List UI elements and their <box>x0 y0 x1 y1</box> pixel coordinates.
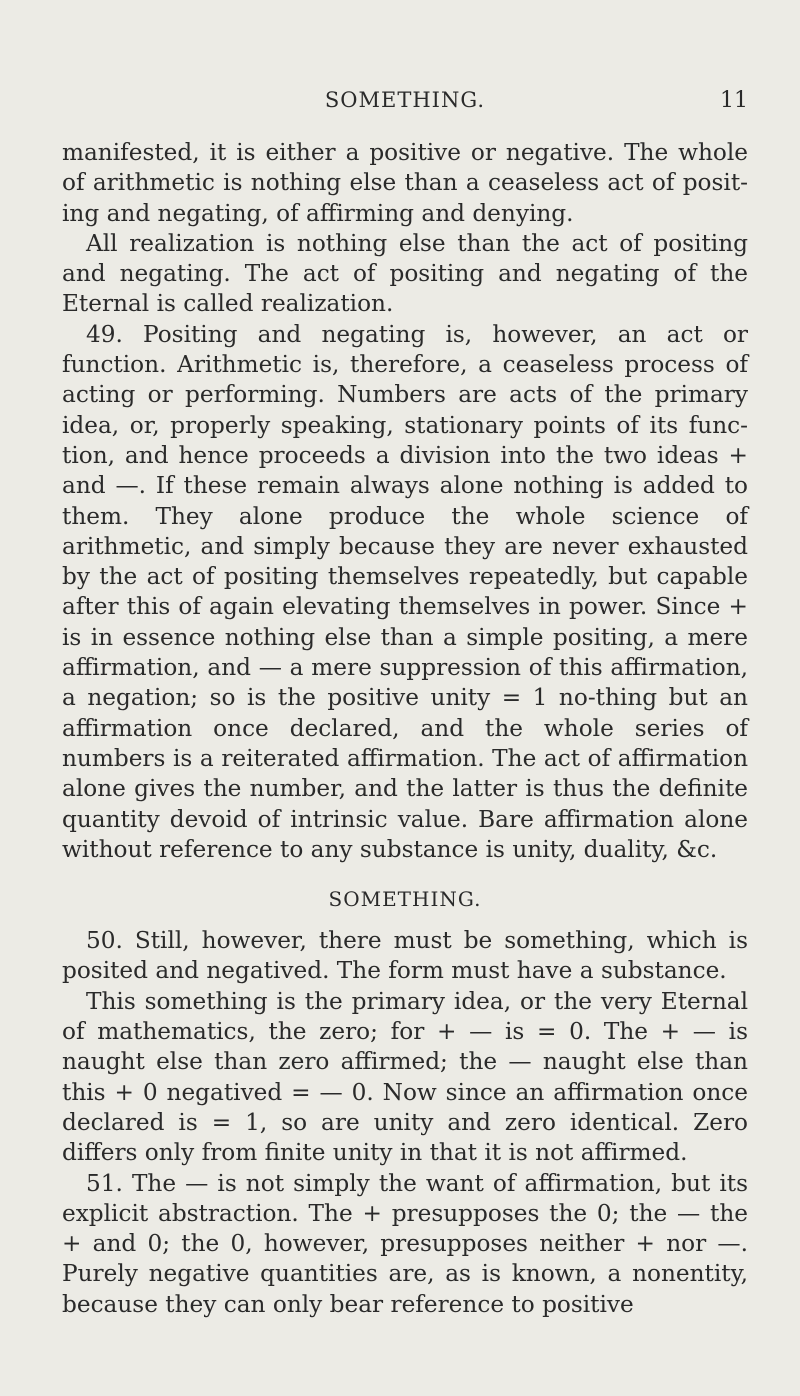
paragraph-49: 49. Positing and negating is, however, an act or function. Arithmetic is, therefore, a ceaseless process of acting or performing. Numbers are acts of the primary idea, or, properly speaking, stationary points of its func-tion, and hence proceeds a division into the two ideas + and —. If these remain always alone nothing is added to them. They alone produce the whole science of arithmetic, and simply because they are never exhausted by the act of positing themselves repeatedly, but capable after this of again elevating themselves in power. Since + is in essence nothing else than a simple positing, a mere affirmation, and — a mere suppression of this affirmation, a negation; so is the positive unity = 1 no-thing but an affirmation once declared, and the whole series of numbers is a reiterated affirmation. The act of affirmation alone gives the number, and the latter is thus the definite quantity devoid of intrinsic value. Bare affirmation alone without reference to any substance is unity, duality, &c. <box>62 320 748 863</box>
paragraph-realization: All realization is nothing else than the act of positing and negating. The act of positing and negating of the Eternal is called realization. <box>62 229 748 318</box>
paragraph-51: 51. The — is not simply the want of affirmation, but its explicit abstraction. The + presupposes the 0; the — the + and 0; the 0, however, presupposes neither + nor —. Purely negative quantities are, as is known, a nonentity, because they can only bear reference to positive <box>62 1169 748 1318</box>
section-heading: SOMETHING. <box>328 887 482 912</box>
paragraph-50: 50. Still, however, there must be something, which is posited and negatived. The form must have a substance. <box>62 927 748 985</box>
body-text <box>62 138 748 1320</box>
running-head <box>62 88 748 124</box>
paragraph-continuation: manifested, it is either a positive or negative. The whole of arithmetic is nothing else than a ceaseless act of posit-ing and negating, of affirming and denying. <box>62 139 748 227</box>
page-number: 11 <box>720 88 748 113</box>
running-title: SOMETHING. <box>324 88 486 112</box>
paragraph-something: This something is the primary idea, or the very Eternal of mathematics, the zero; for + — is = 0. The + — is naught else than zero affirmed; the — naught else than this + 0 negatived = — 0. Now since an affirmation once declared is = 1, so are unity and zero identical. Zero differs only from finite unity in that it is not affirmed. <box>62 987 748 1167</box>
